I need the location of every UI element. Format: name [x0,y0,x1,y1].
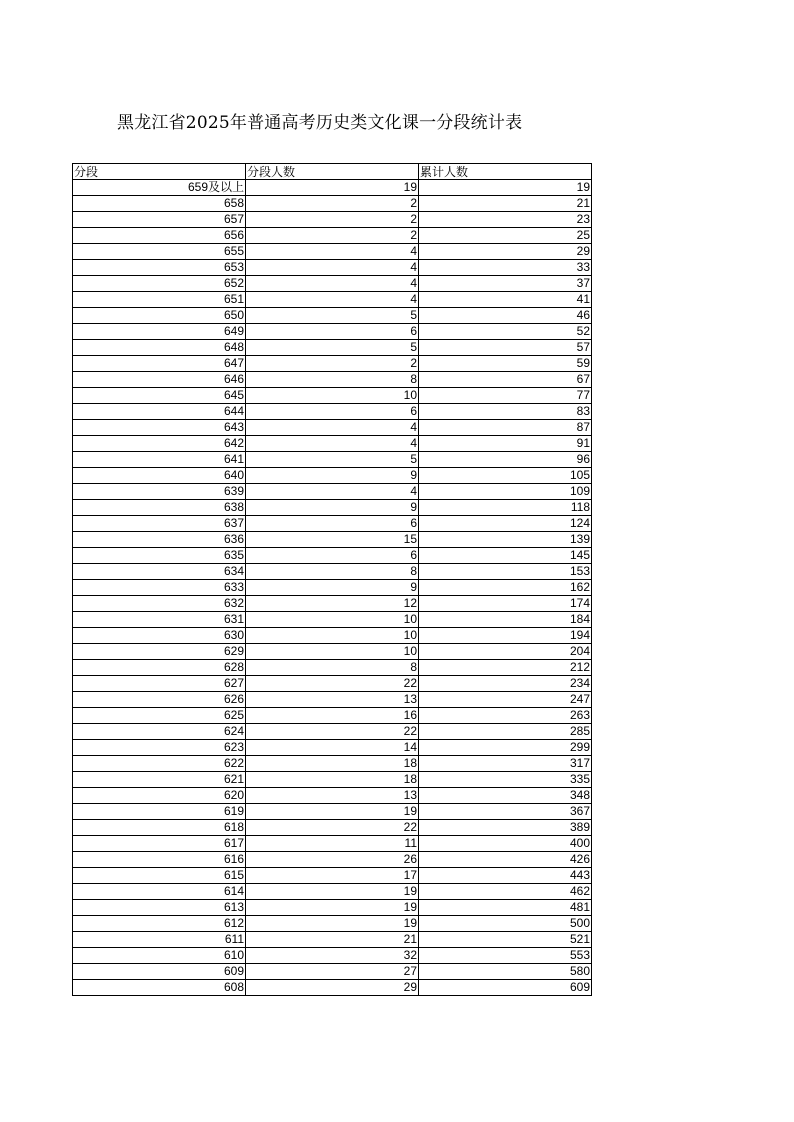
cell-cumulative-count: 462 [419,883,592,899]
cell-cumulative-count: 400 [419,835,592,851]
cell-cumulative-count: 184 [419,611,592,627]
cell-score-band: 635 [73,547,246,563]
cell-cumulative-count: 500 [419,915,592,931]
cell-cumulative-count: 91 [419,435,592,451]
cell-band-count: 9 [246,499,419,515]
cell-band-count: 4 [246,259,419,275]
cell-band-count: 21 [246,931,419,947]
cell-cumulative-count: 174 [419,595,592,611]
table-row [73,627,592,643]
cell-score-band: 649 [73,323,246,339]
cell-score-band: 655 [73,243,246,259]
cell-score-band: 621 [73,771,246,787]
cell-cumulative-count: 609 [419,979,592,995]
table-row [73,243,592,259]
cell-cumulative-count: 204 [419,643,592,659]
cell-band-count: 16 [246,707,419,723]
cell-cumulative-count: 83 [419,403,592,419]
table-row [73,595,592,611]
cell-cumulative-count: 37 [419,275,592,291]
table-row [73,787,592,803]
cell-score-band: 610 [73,947,246,963]
cell-cumulative-count: 317 [419,755,592,771]
cell-cumulative-count: 367 [419,803,592,819]
cell-score-band: 656 [73,227,246,243]
table-row [73,323,592,339]
table-row [73,979,592,995]
cell-score-band: 631 [73,611,246,627]
cell-cumulative-count: 41 [419,291,592,307]
cell-cumulative-count: 109 [419,483,592,499]
cell-score-band: 622 [73,755,246,771]
cell-cumulative-count: 59 [419,355,592,371]
cell-score-band: 623 [73,739,246,755]
table-row [73,739,592,755]
table-row [73,755,592,771]
cell-band-count: 5 [246,307,419,323]
table-row [73,611,592,627]
cell-band-count: 26 [246,851,419,867]
cell-band-count: 6 [246,515,419,531]
cell-cumulative-count: 105 [419,467,592,483]
cell-band-count: 27 [246,963,419,979]
cell-band-count: 8 [246,563,419,579]
table-row [73,883,592,899]
cell-score-band: 652 [73,275,246,291]
cell-score-band: 628 [73,659,246,675]
cell-score-band: 626 [73,691,246,707]
cell-cumulative-count: 247 [419,691,592,707]
cell-band-count: 9 [246,467,419,483]
table-row [73,563,592,579]
table-row [73,195,592,211]
cell-band-count: 4 [246,435,419,451]
cell-band-count: 10 [246,627,419,643]
cell-band-count: 19 [246,899,419,915]
cell-score-band: 638 [73,499,246,515]
cell-band-count: 8 [246,371,419,387]
header-cumulative-count: 累计人数 [419,164,592,180]
cell-score-band: 646 [73,371,246,387]
cell-band-count: 19 [246,915,419,931]
cell-cumulative-count: 33 [419,259,592,275]
cell-score-band: 620 [73,787,246,803]
cell-band-count: 2 [246,211,419,227]
cell-cumulative-count: 67 [419,371,592,387]
header-band-count: 分段人数 [246,164,419,180]
table-row [73,387,592,403]
cell-cumulative-count: 443 [419,867,592,883]
cell-cumulative-count: 52 [419,323,592,339]
cell-band-count: 19 [246,883,419,899]
table-row [73,291,592,307]
cell-band-count: 14 [246,739,419,755]
table-row [73,771,592,787]
cell-band-count: 6 [246,547,419,563]
cell-score-band: 650 [73,307,246,323]
cell-band-count: 6 [246,323,419,339]
table-row [73,947,592,963]
table-row [73,835,592,851]
header-score-band: 分段 [73,164,246,180]
cell-score-band: 651 [73,291,246,307]
cell-band-count: 8 [246,659,419,675]
table-row [73,451,592,467]
table-row [73,339,592,355]
cell-score-band: 642 [73,435,246,451]
cell-band-count: 4 [246,291,419,307]
table-row [73,227,592,243]
cell-band-count: 19 [246,803,419,819]
cell-score-band: 613 [73,899,246,915]
cell-cumulative-count: 212 [419,659,592,675]
table-row [73,211,592,227]
cell-score-band: 615 [73,867,246,883]
cell-score-band: 639 [73,483,246,499]
table-row [73,179,592,195]
cell-band-count: 29 [246,979,419,995]
table-row [73,931,592,947]
cell-cumulative-count: 580 [419,963,592,979]
table-row [73,899,592,915]
table-row [73,723,592,739]
cell-cumulative-count: 145 [419,547,592,563]
page-title: 黑龙江省2025年普通高考历史类文化课一分段统计表 [117,113,523,133]
cell-score-band: 612 [73,915,246,931]
cell-score-band: 625 [73,707,246,723]
cell-score-band: 659及以上 [73,179,246,195]
cell-score-band: 658 [73,195,246,211]
cell-band-count: 2 [246,227,419,243]
cell-score-band: 618 [73,819,246,835]
table-row [73,307,592,323]
cell-cumulative-count: 481 [419,899,592,915]
cell-score-band: 643 [73,419,246,435]
cell-band-count: 18 [246,771,419,787]
cell-band-count: 12 [246,595,419,611]
cell-cumulative-count: 335 [419,771,592,787]
table-row [73,259,592,275]
cell-score-band: 634 [73,563,246,579]
table-row [73,675,592,691]
cell-cumulative-count: 389 [419,819,592,835]
table-row [73,691,592,707]
cell-score-band: 653 [73,259,246,275]
table-row [73,579,592,595]
cell-score-band: 632 [73,595,246,611]
cell-cumulative-count: 194 [419,627,592,643]
cell-band-count: 4 [246,275,419,291]
table-row [73,915,592,931]
table-row [73,371,592,387]
cell-band-count: 2 [246,355,419,371]
cell-band-count: 11 [246,835,419,851]
cell-score-band: 636 [73,531,246,547]
cell-score-band: 648 [73,339,246,355]
cell-band-count: 22 [246,675,419,691]
cell-band-count: 17 [246,867,419,883]
table-row [73,803,592,819]
cell-cumulative-count: 285 [419,723,592,739]
cell-score-band: 624 [73,723,246,739]
cell-cumulative-count: 118 [419,499,592,515]
cell-band-count: 4 [246,243,419,259]
cell-cumulative-count: 29 [419,243,592,259]
table-row [73,435,592,451]
table-row [73,819,592,835]
cell-cumulative-count: 124 [419,515,592,531]
table-row [73,531,592,547]
cell-score-band: 644 [73,403,246,419]
cell-score-band: 637 [73,515,246,531]
cell-band-count: 2 [246,195,419,211]
cell-score-band: 608 [73,979,246,995]
cell-band-count: 22 [246,819,419,835]
table-row [73,275,592,291]
cell-cumulative-count: 96 [419,451,592,467]
table-row [73,467,592,483]
cell-score-band: 657 [73,211,246,227]
table-row [73,867,592,883]
cell-score-band: 617 [73,835,246,851]
cell-band-count: 10 [246,643,419,659]
table-body [73,179,592,995]
cell-cumulative-count: 553 [419,947,592,963]
table-row [73,851,592,867]
cell-score-band: 616 [73,851,246,867]
cell-score-band: 645 [73,387,246,403]
cell-cumulative-count: 21 [419,195,592,211]
table-row [73,403,592,419]
table-row [73,515,592,531]
table-header-row [73,164,592,180]
cell-cumulative-count: 25 [419,227,592,243]
cell-cumulative-count: 299 [419,739,592,755]
cell-cumulative-count: 263 [419,707,592,723]
cell-band-count: 22 [246,723,419,739]
cell-band-count: 10 [246,611,419,627]
table-row [73,707,592,723]
score-distribution-table [72,163,592,996]
table-row [73,643,592,659]
cell-cumulative-count: 162 [419,579,592,595]
cell-cumulative-count: 153 [419,563,592,579]
cell-cumulative-count: 57 [419,339,592,355]
cell-band-count: 5 [246,339,419,355]
cell-band-count: 10 [246,387,419,403]
table-row [73,963,592,979]
cell-score-band: 629 [73,643,246,659]
cell-score-band: 609 [73,963,246,979]
cell-band-count: 9 [246,579,419,595]
cell-score-band: 614 [73,883,246,899]
cell-score-band: 627 [73,675,246,691]
cell-cumulative-count: 46 [419,307,592,323]
table-row [73,483,592,499]
cell-cumulative-count: 426 [419,851,592,867]
cell-cumulative-count: 348 [419,787,592,803]
cell-band-count: 18 [246,755,419,771]
cell-cumulative-count: 19 [419,179,592,195]
cell-band-count: 5 [246,451,419,467]
cell-band-count: 6 [246,403,419,419]
cell-cumulative-count: 521 [419,931,592,947]
table-row [73,355,592,371]
cell-band-count: 13 [246,691,419,707]
cell-score-band: 611 [73,931,246,947]
cell-band-count: 13 [246,787,419,803]
table-row [73,419,592,435]
cell-band-count: 32 [246,947,419,963]
cell-cumulative-count: 87 [419,419,592,435]
cell-score-band: 633 [73,579,246,595]
cell-score-band: 630 [73,627,246,643]
cell-band-count: 19 [246,179,419,195]
table-row [73,547,592,563]
cell-cumulative-count: 234 [419,675,592,691]
table-row [73,499,592,515]
cell-score-band: 640 [73,467,246,483]
table-row [73,659,592,675]
cell-cumulative-count: 77 [419,387,592,403]
cell-score-band: 641 [73,451,246,467]
cell-band-count: 4 [246,419,419,435]
cell-band-count: 15 [246,531,419,547]
cell-score-band: 619 [73,803,246,819]
cell-score-band: 647 [73,355,246,371]
cell-cumulative-count: 23 [419,211,592,227]
cell-band-count: 4 [246,483,419,499]
cell-cumulative-count: 139 [419,531,592,547]
